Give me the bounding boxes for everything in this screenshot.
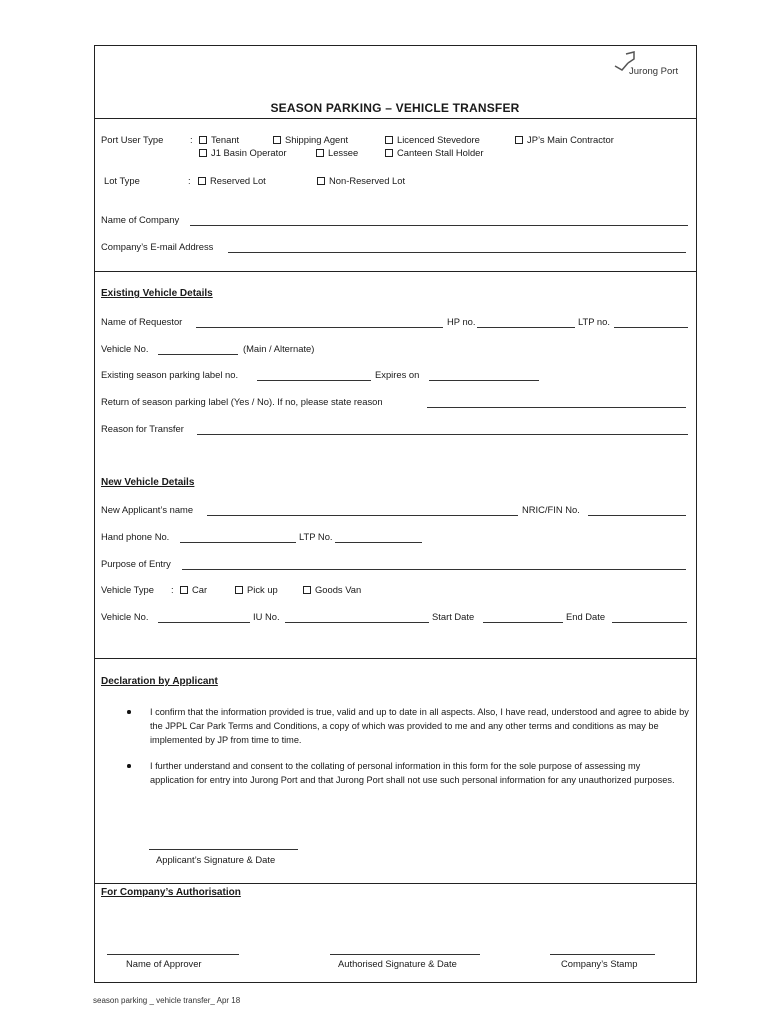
checkbox-icon[interactable] (317, 177, 325, 185)
end-date-label: End Date (566, 611, 606, 622)
iu-label: IU No. (253, 611, 280, 622)
approver-label: Name of Approver (126, 958, 202, 969)
applicant-name-field[interactable] (207, 515, 518, 516)
checkbox-icon[interactable] (385, 136, 393, 144)
reason-transfer-label: Reason for Transfer (101, 423, 184, 434)
ltp-field[interactable] (614, 327, 688, 328)
footer-text: season parking _ vehicle transfer_ Apr 18 (93, 996, 241, 1005)
option-reserved-lot[interactable]: Reserved Lot (198, 175, 266, 186)
company-email-field[interactable] (228, 252, 686, 253)
existing-vehicle-heading: Existing Vehicle Details (101, 288, 213, 299)
new-vehicle-no-label: Vehicle No. (101, 611, 149, 622)
hand-phone-label: Hand phone No. (101, 531, 170, 542)
checkbox-icon[interactable] (303, 586, 311, 594)
checkbox-icon[interactable] (385, 149, 393, 157)
requestor-label: Name of Requestor (101, 316, 183, 327)
bullet-icon (127, 710, 131, 714)
page-title: SEASON PARKING – VEHICLE TRANSFER (270, 101, 520, 115)
end-date-field[interactable] (612, 622, 687, 623)
logo-text: Jurong Port (629, 66, 679, 77)
declaration-bullet-1: I confirm that the information provided is true, valid and up to date in all aspects. Also, I have read, understood and agree to abide by the JPPL Car Park Terms and Conditions, a copy of which was provided to me and any other terms and conditions as may be implemented by JP from time to time. (150, 707, 689, 746)
applicant-name-label: New Applicant’s name (101, 504, 194, 515)
applicant-signature-label: Applicant’s Signature & Date (156, 854, 276, 865)
option-tenant[interactable]: Tenant (199, 134, 239, 145)
purpose-field[interactable] (182, 569, 686, 570)
start-date-label: Start Date (432, 611, 475, 622)
declaration-heading: Declaration by Applicant (101, 676, 218, 687)
option-canteen-stall-holder[interactable]: Canteen Stall Holder (385, 147, 484, 158)
option-lessee[interactable]: Lessee (316, 147, 358, 158)
purpose-label: Purpose of Entry (101, 558, 171, 569)
declaration-bullet-2: I further understand and consent to the collating of personal information in this form for the sole purpose of assessing my application for entry into Jurong Port and that Jurong Port shall not use such personal information for any unauthorized purposes. (150, 761, 675, 786)
section-divider-existing (94, 271, 697, 272)
vehicle-no-field[interactable] (158, 354, 238, 355)
label-no-label: Existing season parking label no. (101, 369, 239, 380)
main-alternate: (Main / Alternate) (243, 343, 315, 354)
checkbox-icon[interactable] (316, 149, 324, 157)
title-divider (94, 118, 697, 119)
port-user-type-label: Port User Type (101, 134, 164, 145)
checkbox-icon[interactable] (515, 136, 523, 144)
vehicle-no-label: Vehicle No. (101, 343, 149, 354)
company-email-label: Company’s E-mail Address (101, 241, 214, 252)
colon: : (190, 134, 193, 145)
option-goods-van[interactable]: Goods Van (303, 584, 361, 595)
reason-transfer-field[interactable] (197, 434, 688, 435)
new-vehicle-no-field[interactable] (158, 622, 250, 623)
option-licenced-stevedore[interactable]: Licenced Stevedore (385, 134, 480, 145)
hp-field[interactable] (477, 327, 575, 328)
requestor-field[interactable] (196, 327, 443, 328)
hand-phone-field[interactable] (180, 542, 296, 543)
option-j1-basin-operator[interactable]: J1 Basin Operator (199, 147, 287, 158)
company-stamp-field[interactable] (550, 954, 655, 955)
lot-type-label: Lot Type (104, 175, 140, 186)
authorisation-heading: For Company’s Authorisation (101, 887, 241, 898)
checkbox-icon[interactable] (180, 586, 188, 594)
colon: : (171, 584, 174, 595)
new-ltp-label: LTP No. (299, 531, 333, 542)
authorised-signature-field[interactable] (330, 954, 480, 955)
option-car[interactable]: Car (180, 584, 207, 595)
checkbox-icon[interactable] (198, 177, 206, 185)
return-reason-field[interactable] (427, 407, 686, 408)
checkbox-icon[interactable] (273, 136, 281, 144)
colon: : (188, 175, 191, 186)
iu-field[interactable] (285, 622, 429, 623)
option-jp-main-contractor[interactable]: JP’s Main Contractor (515, 134, 614, 145)
return-label: Return of season parking label (Yes / No). If no, please state reason (101, 396, 383, 407)
authorised-signature-label: Authorised Signature & Date (338, 958, 457, 969)
new-ltp-field[interactable] (335, 542, 422, 543)
approver-name-field[interactable] (107, 954, 239, 955)
expires-on-field[interactable] (429, 380, 539, 381)
company-name-label: Name of Company (101, 214, 180, 225)
checkbox-icon[interactable] (199, 136, 207, 144)
checkbox-icon[interactable] (235, 586, 243, 594)
option-non-reserved-lot[interactable]: Non-Reserved Lot (317, 175, 405, 186)
new-vehicle-heading: New Vehicle Details (101, 477, 195, 488)
nric-field[interactable] (588, 515, 686, 516)
label-no-field[interactable] (257, 380, 371, 381)
option-shipping-agent[interactable]: Shipping Agent (273, 134, 348, 145)
section-divider-declaration (94, 658, 697, 659)
ltp-label: LTP no. (578, 316, 610, 327)
applicant-signature-field[interactable] (149, 849, 298, 850)
option-pick-up[interactable]: Pick up (235, 584, 278, 595)
vehicle-type-label: Vehicle Type (101, 584, 154, 595)
section-divider-authorisation (94, 883, 697, 884)
hp-label: HP no. (447, 316, 476, 327)
company-stamp-label: Company’s Stamp (561, 958, 638, 969)
expires-on-label: Expires on (375, 369, 420, 380)
bullet-icon (127, 764, 131, 768)
start-date-field[interactable] (483, 622, 563, 623)
checkbox-icon[interactable] (199, 149, 207, 157)
nric-label: NRIC/FIN No. (522, 504, 580, 515)
company-name-field[interactable] (190, 225, 688, 226)
